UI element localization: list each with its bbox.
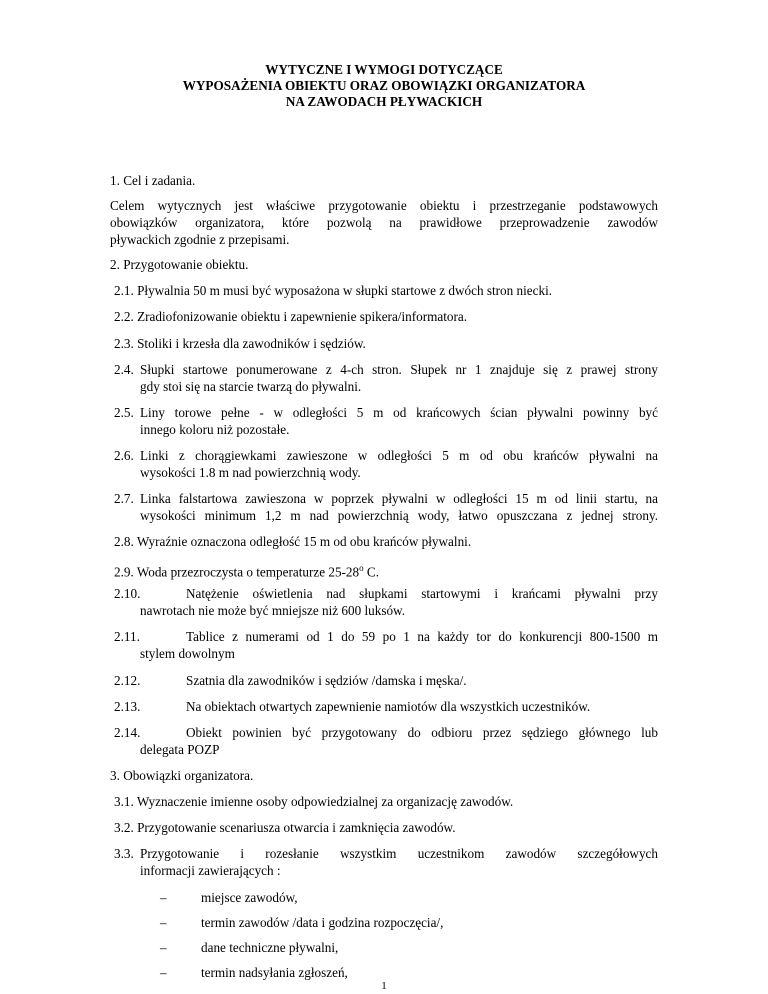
document-title	[0, 62, 768, 110]
item-number: 2.1.	[114, 283, 134, 298]
dash-bullet: –	[160, 890, 167, 905]
item-text: wysokości minimum 1,2 m nad powierzchnią wody, łatwo opuszczana z jednej strony.	[140, 508, 658, 523]
item-number: 2.12.	[114, 673, 141, 688]
item-number: 2.5.	[114, 405, 134, 420]
item-text: C.	[363, 564, 380, 580]
item-2-8	[114, 534, 471, 550]
title-line: NA ZAWODACH PŁYWACKICH	[285, 94, 483, 109]
item-number: 2.10.	[114, 586, 141, 601]
item-text: Woda przezroczysta o temperaturze 25-28	[136, 564, 360, 580]
page-number: 1	[381, 980, 387, 992]
item-text: Wyznaczenie imienne osoby odpowiedzialnej za organizację zawodów.	[136, 794, 514, 809]
item-text: gdy stoi się na starcie twarzą do pływalni.	[140, 379, 362, 394]
item-number: 2.6.	[114, 448, 134, 463]
s1-line: pływackich zgodnie z przepisami.	[110, 232, 290, 247]
item-text: Wyraźnie oznaczona odległość 15 m od obu krańców pływalni.	[136, 534, 472, 549]
bullet-item: termin nadsyłania zgłoszeń,	[201, 965, 348, 980]
item-text: Tablice z numerami od 1 do 59 po 1 na każdy tor do konkurencji 800-1500 m	[186, 629, 658, 644]
item-2-9	[114, 560, 379, 580]
s1-line: Celem wytycznych jest właściwe przygotowanie obiektu i przestrzeganie podstawowych	[110, 198, 658, 213]
title-line: WYTYCZNE I WYMOGI DOTYCZĄCE	[265, 62, 503, 77]
item-3-2	[114, 820, 456, 836]
item-3-1	[114, 794, 513, 810]
degree-superscript: o	[359, 563, 364, 573]
item-text: Obiekt powinien być przygotowany do odbioru przez sędziego głównego lub	[186, 725, 658, 740]
section-heading-2: 2. Przygotowanie obiektu.	[110, 257, 249, 272]
dash-bullet: –	[160, 915, 167, 930]
bullet-item: miejsce zawodów,	[201, 890, 298, 905]
bullet-item: termin zawodów /data i godzina rozpoczęcia/,	[201, 915, 444, 930]
item-text: innego koloru niż pozostałe.	[140, 422, 290, 437]
item-number: 2.11.	[114, 629, 140, 644]
title-line: WYPOSAŻENIA OBIEKTU ORAZ OBOWIĄZKI ORGANIZATORA	[182, 78, 586, 93]
item-number: 2.9.	[114, 564, 134, 580]
item-number: 3.3.	[114, 846, 134, 861]
s1-line: obowiązków organizatora, które pozwolą na prawidłowe przeprowadzenie zawodów	[110, 215, 658, 230]
item-2-2	[114, 309, 467, 325]
item-2-1	[114, 283, 552, 299]
item-text: Natężenie oświetlenia nad słupkami startowymi i krańcami pływalni przy	[186, 586, 658, 601]
item-number: 2.7.	[114, 491, 134, 506]
item-number: 2.3.	[114, 336, 134, 351]
item-number: 3.2.	[114, 820, 134, 835]
item-text: Stoliki i krzesła dla zawodników i sędziów.	[137, 336, 366, 351]
item-text: stylem dowolnym	[140, 646, 235, 661]
item-number: 2.4.	[114, 362, 134, 377]
item-text: Linki z chorągiewkami zawieszone w odległości 5 m od obu krańców pływalni na	[140, 448, 658, 463]
item-text: Szatnia dla zawodników i sędziów /damska i męska/.	[186, 673, 467, 688]
item-text: Linka falstartowa zawieszona w poprzek pływalni w odległości 15 m od linii startu, na	[140, 491, 658, 506]
item-text: Zradiofonizowanie obiektu i zapewnienie spikera/informatora.	[137, 309, 468, 324]
dash-bullet: –	[160, 965, 167, 980]
item-text: Na obiektach otwartych zapewnienie namiotów dla wszystkich uczestników.	[186, 699, 591, 714]
item-text: Liny torowe pełne - w odległości 5 m od krańcowych ścian pływalni powinny być	[140, 405, 658, 420]
item-text: nawrotach nie może być mniejsze niż 600 luksów.	[140, 603, 406, 618]
section-heading-3: 3. Obowiązki organizatora.	[110, 768, 254, 783]
item-number: 2.14.	[114, 725, 141, 740]
item-number: 2.2.	[114, 309, 134, 324]
item-text: wysokości 1.8 m nad powierzchnią wody.	[140, 465, 361, 480]
bullet-item: dane techniczne pływalni,	[201, 940, 339, 955]
item-number: 2.13.	[114, 699, 141, 714]
item-text: Przygotowanie scenariusza otwarcia i zamknięcia zawodów.	[137, 820, 456, 835]
item-number: 2.8.	[114, 534, 134, 549]
item-number: 3.1.	[114, 794, 134, 809]
item-text: delegata POZP	[140, 742, 220, 757]
item-text: Przygotowanie i rozesłanie wszystkim uczestnikom zawodów szczegółowych	[140, 846, 658, 861]
item-text: Słupki startowe ponumerowane z 4-ch stron. Słupek nr 1 znajduje się z prawej strony	[140, 362, 658, 377]
item-text: informacji zawierających :	[140, 863, 281, 878]
dash-bullet: –	[160, 940, 167, 955]
item-text: Pływalnia 50 m musi być wyposażona w słupki startowe z dwóch stron niecki.	[137, 283, 553, 298]
section-heading-1: 1. Cel i zadania.	[110, 173, 196, 188]
item-2-3	[114, 336, 366, 352]
